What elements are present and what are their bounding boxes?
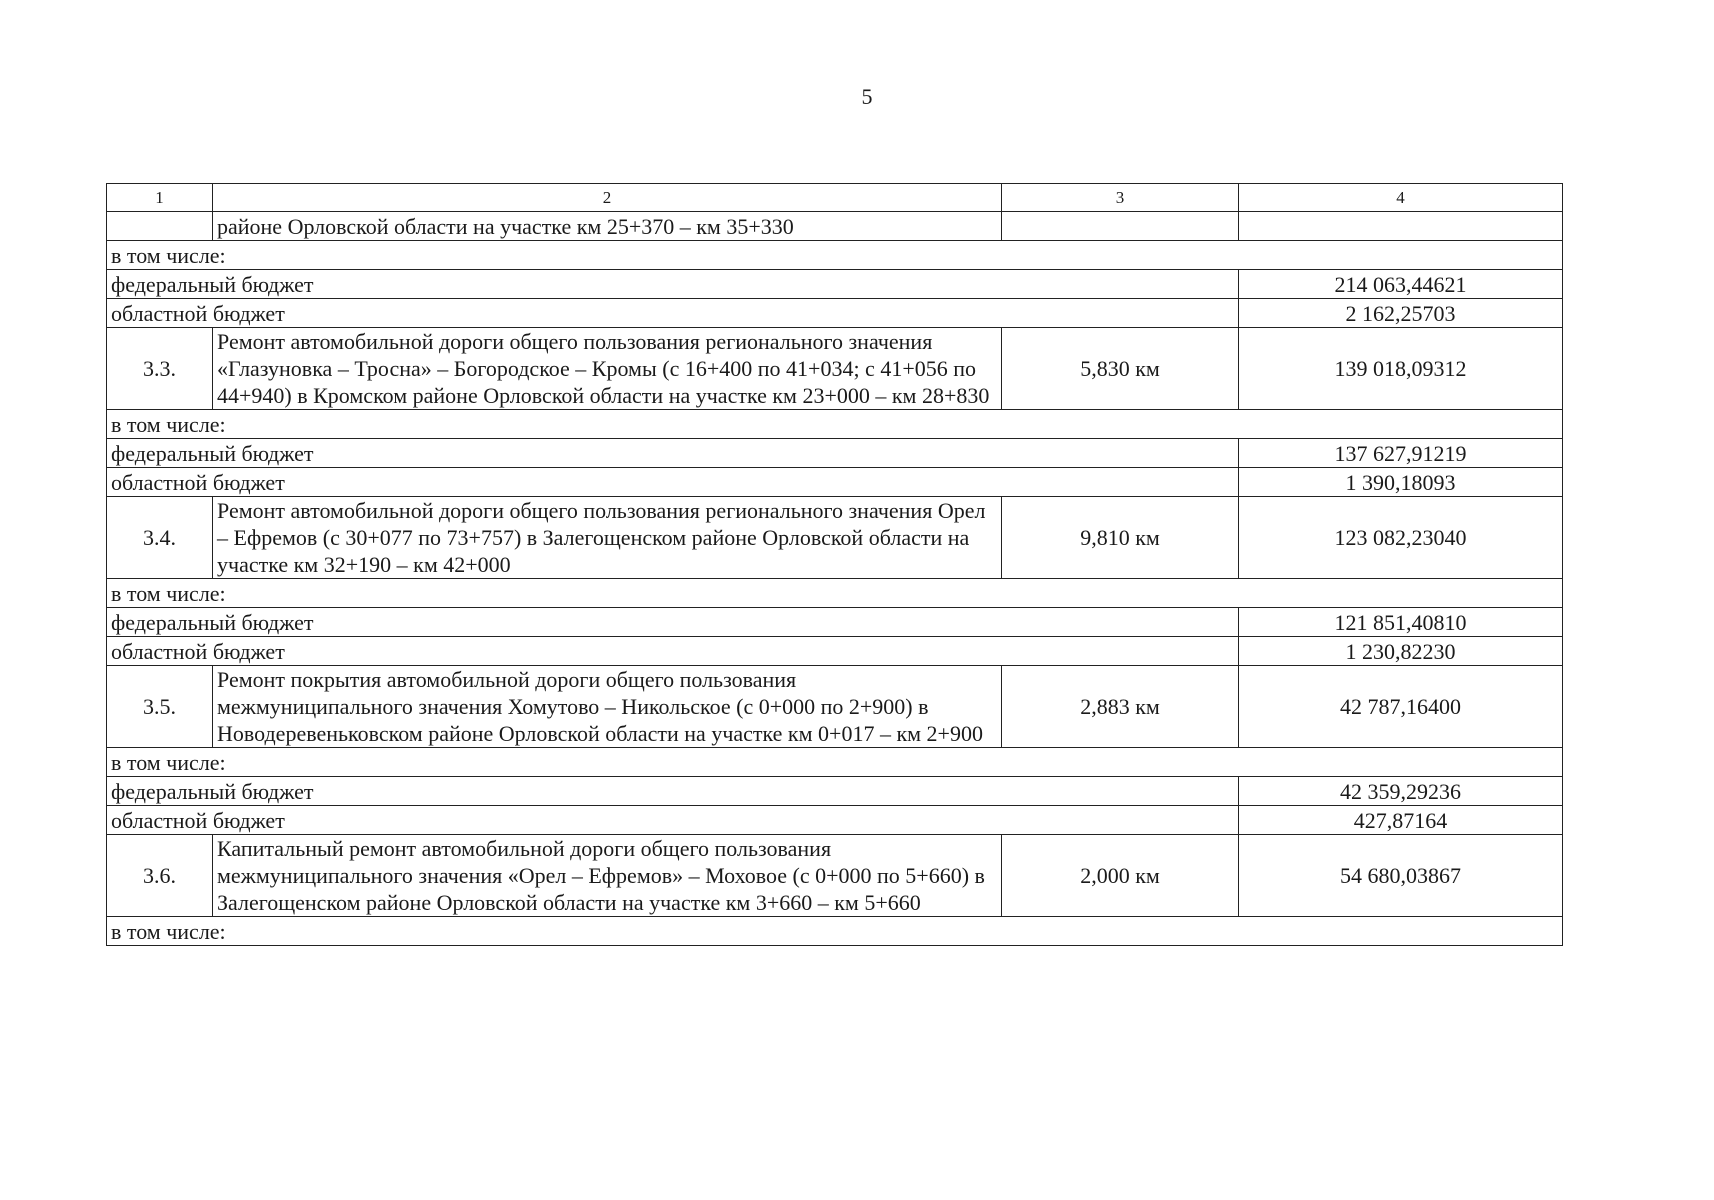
number-cell <box>107 212 213 241</box>
page-number: 5 <box>861 84 873 109</box>
federal-row <box>107 439 1563 468</box>
federal-row <box>107 270 1563 299</box>
regional-label: областной бюджет <box>107 806 1239 835</box>
description-cell: районе Орловской области на участке км 25+370 – км 35+330 <box>213 212 1002 241</box>
regional-label: областной бюджет <box>107 468 1239 497</box>
including-row <box>107 917 1563 946</box>
table-row <box>107 328 1563 410</box>
regional-amount: 2 162,25703 <box>1239 299 1563 328</box>
amount-cell <box>1239 212 1563 241</box>
including-row <box>107 241 1563 270</box>
amount-cell: 54 680,03867 <box>1239 835 1563 917</box>
number-cell: 3.6. <box>107 835 213 917</box>
including-label: в том числе: <box>107 410 1563 439</box>
length-cell: 5,830 км <box>1002 328 1239 410</box>
length-cell: 9,810 км <box>1002 497 1239 579</box>
regional-row <box>107 468 1563 497</box>
federal-amount: 214 063,44621 <box>1239 270 1563 299</box>
regional-amount: 1 230,82230 <box>1239 637 1563 666</box>
amount-cell: 139 018,09312 <box>1239 328 1563 410</box>
amount-cell: 123 082,23040 <box>1239 497 1563 579</box>
column-header: 4 <box>1239 184 1563 212</box>
federal-label: федеральный бюджет <box>107 439 1239 468</box>
regional-row <box>107 806 1563 835</box>
regional-row <box>107 299 1563 328</box>
regional-amount: 1 390,18093 <box>1239 468 1563 497</box>
federal-amount: 42 359,29236 <box>1239 777 1563 806</box>
including-row <box>107 748 1563 777</box>
federal-amount: 121 851,40810 <box>1239 608 1563 637</box>
regional-label: областной бюджет <box>107 299 1239 328</box>
column-header: 3 <box>1002 184 1239 212</box>
column-header: 2 <box>213 184 1002 212</box>
description-cell: Ремонт покрытия автомобильной дороги общего пользования межмуниципального значения Хомутово – Никольское (с 0+000 по 2+900) в Новодеревеньковском районе Орловской области на участке км 0+017 – км 2+900 <box>213 666 1002 748</box>
length-cell: 2,000 км <box>1002 835 1239 917</box>
including-label: в том числе: <box>107 241 1563 270</box>
description-cell: Капитальный ремонт автомобильной дороги общего пользования межмуниципального значения «Орел – Ефремов» – Моховое (с 0+000 по 5+660) в Залегощенском районе Орловской области на участке км 3+660 – км 5+660 <box>213 835 1002 917</box>
table-row <box>107 497 1563 579</box>
column-header: 1 <box>107 184 213 212</box>
regional-amount: 427,87164 <box>1239 806 1563 835</box>
road-repair-table <box>106 183 1563 946</box>
number-cell: 3.3. <box>107 328 213 410</box>
federal-label: федеральный бюджет <box>107 777 1239 806</box>
federal-label: федеральный бюджет <box>107 270 1239 299</box>
number-cell: 3.4. <box>107 497 213 579</box>
amount-cell: 42 787,16400 <box>1239 666 1563 748</box>
including-label: в том числе: <box>107 917 1563 946</box>
federal-row <box>107 777 1563 806</box>
federal-amount: 137 627,91219 <box>1239 439 1563 468</box>
including-label: в том числе: <box>107 748 1563 777</box>
table-row <box>107 212 1563 241</box>
federal-row <box>107 608 1563 637</box>
table-header-row <box>107 184 1563 212</box>
regional-label: областной бюджет <box>107 637 1239 666</box>
federal-label: федеральный бюджет <box>107 608 1239 637</box>
number-cell: 3.5. <box>107 666 213 748</box>
including-label: в том числе: <box>107 579 1563 608</box>
including-row <box>107 410 1563 439</box>
description-cell: Ремонт автомобильной дороги общего пользования регионального значения Орел – Ефремов (с 30+077 по 73+757) в Залегощенском районе Орловской области на участке км 32+190 – км 42+000 <box>213 497 1002 579</box>
length-cell: 2,883 км <box>1002 666 1239 748</box>
table-row <box>107 835 1563 917</box>
regional-row <box>107 637 1563 666</box>
including-row <box>107 579 1563 608</box>
description-cell: Ремонт автомобильной дороги общего пользования регионального значения «Глазуновка – Тросна» – Богородское – Кромы (с 16+400 по 41+034; с 41+056 по 44+940) в Кромском районе Орловской области на участке км 23+000 – км 28+830 <box>213 328 1002 410</box>
length-cell <box>1002 212 1239 241</box>
table-row <box>107 666 1563 748</box>
